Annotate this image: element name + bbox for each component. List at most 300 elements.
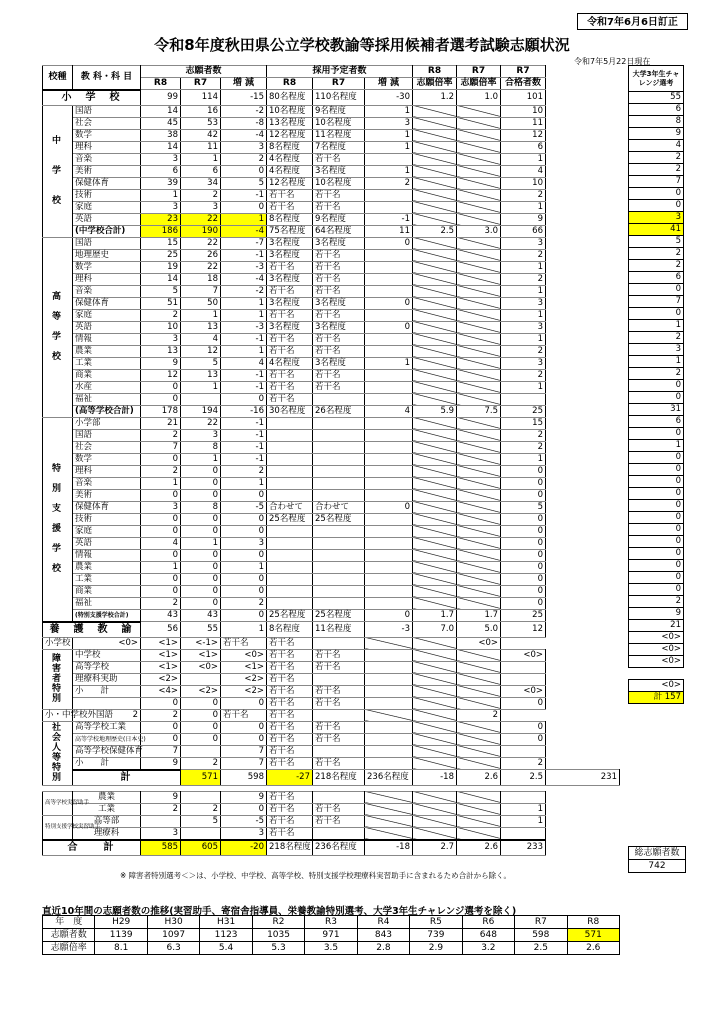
ratio-r8 (413, 549, 457, 561)
planned-r8: 若干名 (267, 285, 313, 297)
planned-r7: 26名程度 (313, 405, 365, 417)
ratio-r7 (457, 453, 501, 465)
planned-diff (365, 285, 413, 297)
applicants-diff: -2 (221, 105, 267, 117)
table-row (43, 249, 620, 261)
row-subject: 理科 (73, 141, 141, 153)
pass-count: 1 (501, 381, 546, 393)
ratio-r7 (457, 673, 501, 685)
row-subject: 農業 (73, 561, 141, 573)
trend-years-cell: R7 (515, 916, 567, 929)
applicants-r7: 0 (181, 733, 221, 745)
planned-diff: 0 (365, 609, 413, 622)
planned-diff (365, 273, 413, 285)
applicants-diff: -15 (221, 90, 267, 106)
ratio-r8 (413, 261, 457, 273)
applicants-r7: 0 (181, 561, 221, 573)
challenge-cell: 0 (629, 572, 684, 584)
applicants-r7: <2> (181, 685, 221, 697)
pass-count: <0> (457, 637, 501, 649)
applicants-r7: 194 (181, 405, 221, 417)
ratio-r8 (413, 321, 457, 333)
planned-r7: 若干名 (313, 733, 365, 745)
planned-diff (365, 345, 413, 357)
planned-r8: 若干名 (221, 709, 267, 721)
applicants-diff: 1 (221, 309, 267, 321)
planned-diff (365, 465, 413, 477)
ratio-r8 (413, 661, 457, 673)
planned-r8: 4名程度 (267, 357, 313, 369)
applicants-r8: 21 (141, 417, 181, 429)
table-row (43, 549, 620, 561)
pass-count: 1 (501, 453, 546, 465)
challenge-cell: 41 (629, 224, 684, 236)
pass-count: 10 (501, 105, 546, 117)
pass-count: 0 (501, 573, 546, 585)
ratio-r7 (457, 685, 501, 697)
row-subject: 美術 (73, 489, 141, 501)
planned-r8: 8名程度 (267, 141, 313, 153)
applicants-diff: 3 (221, 827, 267, 840)
ratio-r7: 3.0 (457, 225, 501, 237)
planned-diff (365, 721, 413, 733)
table-row (43, 381, 620, 393)
applicants-diff: 1 (221, 345, 267, 357)
planned-r7 (313, 417, 365, 429)
challenge-cell: 0 (629, 476, 684, 488)
challenge-cell: 2 (629, 164, 684, 176)
planned-r8: 3名程度 (267, 297, 313, 309)
planned-diff (365, 745, 413, 757)
applicants-r8: 3 (141, 153, 181, 165)
challenge-cell: 1 (629, 356, 684, 368)
applicants-r8: 1 (141, 477, 181, 489)
applicants-r7 (181, 791, 221, 803)
table-row (43, 213, 620, 225)
trend-applicants-cell: 571 (567, 929, 619, 942)
planned-diff: 1 (365, 105, 413, 117)
planned-r7: 3名程度 (313, 297, 365, 309)
planned-r7: 若干名 (313, 757, 365, 770)
support-row (43, 815, 620, 827)
support-row (43, 827, 620, 840)
table-row (43, 153, 620, 165)
planned-r8: 若干名 (267, 381, 313, 393)
applicants-diff: 0 (181, 709, 221, 721)
table-row (43, 429, 620, 441)
applicants-r8: 571 (181, 770, 221, 786)
planned-diff (365, 417, 413, 429)
planned-diff (365, 381, 413, 393)
ratio-r7 (457, 213, 501, 225)
pass-count: <0> (501, 685, 546, 697)
challenge-cell (629, 764, 684, 776)
row-subject: 数学 (73, 261, 141, 273)
planned-diff: 0 (365, 501, 413, 513)
col-r7-pass-top: R7 (501, 66, 546, 78)
ratio-r8 (413, 733, 457, 745)
applicants-diff: -27 (267, 770, 313, 786)
applicants-diff: 0 (221, 609, 267, 622)
table-row (43, 525, 620, 537)
ratio-r7 (457, 525, 501, 537)
challenge-cell: <0> (629, 656, 684, 668)
planned-diff (365, 477, 413, 489)
row-subject: 技術 (73, 513, 141, 525)
challenge-cell: 1 (629, 440, 684, 452)
planned-r7 (313, 537, 365, 549)
pass-count: 0 (501, 465, 546, 477)
applicants-diff: -1 (221, 381, 267, 393)
row-subject: 理科 (73, 273, 141, 285)
applicants-r8: 9 (141, 791, 181, 803)
planned-r7: 若干名 (313, 649, 365, 661)
pass-count: 10 (501, 177, 546, 189)
row-subject: 国語 (73, 429, 141, 441)
planned-r8: 13名程度 (267, 117, 313, 129)
applicants-r8: 14 (141, 141, 181, 153)
applicants-diff: -3 (221, 261, 267, 273)
applicants-r8: <4> (141, 685, 181, 697)
planned-diff (313, 709, 365, 721)
pass-count: 12 (501, 622, 546, 638)
challenge-cell: 計 157 (629, 692, 684, 704)
pass-count: 0 (501, 721, 546, 733)
planned-r7 (313, 525, 365, 537)
applicants-r8: 0 (141, 733, 181, 745)
trend-ratios-cell: 3.5 (305, 942, 357, 955)
planned-r7 (313, 585, 365, 597)
row-subject: 保健体育 (73, 501, 141, 513)
applicants-r7: 0 (181, 585, 221, 597)
table-row (43, 609, 620, 622)
planned-r8: 12名程度 (267, 129, 313, 141)
challenge-cell: 2 (629, 152, 684, 164)
ratio-r8 (413, 791, 457, 803)
as-of-date: 令和7年5月22日現在 (574, 57, 651, 66)
planned-r7: 若干名 (313, 261, 365, 273)
applicants-r7: 22 (181, 417, 221, 429)
challenge-cell (629, 728, 684, 740)
ratio-r7 (457, 369, 501, 381)
applicants-r7: 1 (181, 453, 221, 465)
applicants-diff: 0 (221, 803, 267, 815)
support-category: 特別支援学校実習助手 (43, 815, 73, 840)
ratio-r8: 7.0 (413, 622, 457, 638)
applicants-r7: 0 (181, 525, 221, 537)
row-subject: 美術 (73, 165, 141, 177)
ratio-r7 (413, 637, 457, 649)
pass-count: 2 (501, 189, 546, 201)
row-subject: 商業 (73, 369, 141, 381)
row-subject: 英語 (73, 537, 141, 549)
grand-total-r8: 585 (141, 840, 181, 856)
trend-ratios-cell: 2.8 (357, 942, 409, 955)
applicants-r7 (181, 745, 221, 757)
pass-count (501, 791, 546, 803)
applicants-r8: 10 (141, 321, 181, 333)
applicants-r8: 39 (141, 177, 181, 189)
planned-diff (365, 757, 413, 770)
planned-r8: 若干名 (267, 721, 313, 733)
applicants-r8: 186 (141, 225, 181, 237)
table-row (43, 757, 620, 770)
pass-count: 1 (501, 285, 546, 297)
applicants-diff: 0 (221, 201, 267, 213)
applicants-diff: -5 (221, 815, 267, 827)
challenge-cell: 8 (629, 116, 684, 128)
planned-diff: -30 (365, 90, 413, 106)
applicants-r7: 3 (181, 201, 221, 213)
applicants-r8: 5 (141, 285, 181, 297)
footnote: ※ 障害者特別選考＜＞は、小学校、中学校、高等学校、特別支援学校理療科実習助手に含まれるため合計から除く。 (120, 871, 512, 880)
applicants-diff: 5 (221, 177, 267, 189)
applicants-r8: 0 (141, 393, 181, 405)
trend-applicants-cell: 843 (357, 929, 409, 942)
planned-diff (365, 573, 413, 585)
challenge-cell: 7 (629, 296, 684, 308)
challenge-cell: 0 (629, 512, 684, 524)
planned-r7 (313, 597, 365, 609)
ratio-r8 (413, 129, 457, 141)
trend-ratios (43, 942, 620, 955)
ratio-r7 (457, 261, 501, 273)
ratio-r7 (457, 537, 501, 549)
applicants-r8: 23 (141, 213, 181, 225)
planned-r8: 若干名 (267, 827, 313, 840)
pass-count: 4 (501, 165, 546, 177)
challenge-cell: 2 (629, 332, 684, 344)
ratio-r7 (457, 585, 501, 597)
row-subject: 小 計 (73, 757, 141, 770)
ratio-r7: 2.5 (501, 770, 546, 786)
applicants-r8: 0 (141, 573, 181, 585)
table-row (43, 129, 620, 141)
applicants-diff: 4 (221, 357, 267, 369)
challenge-cell: <0> (629, 632, 684, 644)
challenge-cell: 0 (629, 308, 684, 320)
planned-r8 (267, 549, 313, 561)
pass-count: 6 (501, 141, 546, 153)
ratio-r8 (413, 453, 457, 465)
applicants-r8: 7 (141, 745, 181, 757)
ratio-r7 (457, 513, 501, 525)
applicants-r7: 22 (181, 213, 221, 225)
planned-diff (365, 369, 413, 381)
planned-r7 (313, 429, 365, 441)
ratio-r7 (457, 597, 501, 609)
ratio-r7 (457, 429, 501, 441)
planned-diff (313, 637, 365, 649)
challenge-cell: 7 (629, 176, 684, 188)
ratio-r7 (457, 381, 501, 393)
applicants-r8: <1> (141, 661, 181, 673)
ratio-r7 (457, 249, 501, 261)
row-subject: 中学校 (73, 649, 141, 661)
ratio-r8 (413, 673, 457, 685)
planned-diff (365, 489, 413, 501)
table-row (43, 661, 620, 673)
trend-title: 直近10年間の志願者数の推移(実習助手、寄宿舎指導員、栄養教諭特別選考、大学3年生チャレンジ選考を除く) (42, 906, 517, 917)
applicants-r8: 9 (141, 357, 181, 369)
ratio-r7: 5.0 (457, 622, 501, 638)
challenge-cell: 0 (629, 560, 684, 572)
support-row (43, 791, 620, 803)
ratio-r7 (457, 477, 501, 489)
table-row (43, 721, 620, 733)
applicants-r7: 1 (181, 537, 221, 549)
table-row (43, 333, 620, 345)
planned-r8: 若干名 (267, 697, 313, 709)
planned-r8: 10名程度 (267, 105, 313, 117)
planned-r8: 4名程度 (267, 165, 313, 177)
col-plan-r8: R8 (267, 78, 313, 90)
applicants-diff: <-1> (181, 637, 221, 649)
challenge-cell: 5 (629, 236, 684, 248)
ratio-r8: 5.9 (413, 405, 457, 417)
ratio-r8 (413, 697, 457, 709)
ratio-r8 (413, 393, 457, 405)
planned-r8 (267, 597, 313, 609)
planned-diff: 0 (365, 321, 413, 333)
challenge-column (628, 65, 684, 776)
pass-count: 231 (546, 770, 620, 786)
applicants-r7: 43 (181, 609, 221, 622)
applicants-diff: 2 (221, 465, 267, 477)
applicants-r8: 3 (141, 827, 181, 840)
planned-r8 (267, 585, 313, 597)
applicants-r8: 0 (141, 549, 181, 561)
row-subject: 情報 (73, 549, 141, 561)
challenge-cell (629, 668, 684, 680)
challenge-cell: 0 (629, 284, 684, 296)
ratio-r8 (413, 649, 457, 661)
planned-r8: 若干名 (221, 637, 267, 649)
ratio-r8 (413, 105, 457, 117)
ratio-r7 (457, 333, 501, 345)
applicants-diff: 0 (221, 489, 267, 501)
table-row (43, 189, 620, 201)
row-subject: 英語 (73, 213, 141, 225)
ratio-r7 (457, 177, 501, 189)
trend-years-cell: R5 (410, 916, 462, 929)
table-row (43, 201, 620, 213)
col-pass: 合格者数 (501, 78, 546, 90)
trend-ratios-cell: 2.6 (567, 942, 619, 955)
ratio-r7 (457, 165, 501, 177)
trend-years-cell: H30 (147, 916, 199, 929)
ratio-r7 (457, 309, 501, 321)
table-row (43, 537, 620, 549)
row-subject: 国語 (73, 237, 141, 249)
pass-count: 0 (501, 697, 546, 709)
ratio-r8 (413, 573, 457, 585)
applicants-diff: -1 (221, 417, 267, 429)
ratio-r8 (413, 827, 457, 840)
row-subject: 家庭 (73, 309, 141, 321)
planned-diff (365, 685, 413, 697)
grand-total-d: -20 (221, 840, 267, 856)
applicants-diff: -16 (221, 405, 267, 417)
table-row (43, 477, 620, 489)
trend-ratios-cell: 2.9 (410, 942, 462, 955)
planned-r7: 64名程度 (313, 225, 365, 237)
planned-r7: 若干名 (313, 333, 365, 345)
row-subject: (中学校合計) (73, 225, 141, 237)
applicants-diff: 2 (221, 153, 267, 165)
table-row (43, 321, 620, 333)
row-subject: 社会 (73, 117, 141, 129)
applicants-r7: 3 (181, 429, 221, 441)
ratio-r8 (413, 513, 457, 525)
planned-r7: 11名程度 (313, 622, 365, 638)
table-row (43, 453, 620, 465)
pass-count: 66 (501, 225, 546, 237)
grand-total-row (43, 840, 620, 856)
row-subject: 高等学校工業 (73, 721, 141, 733)
trend-applicants-cell: 1035 (252, 929, 304, 942)
row-subject: 地理歴史 (73, 249, 141, 261)
ratio-r7 (457, 297, 501, 309)
planned-diff (365, 333, 413, 345)
applicants-diff: 0 (221, 585, 267, 597)
col-app-r8: R8 (141, 78, 181, 90)
pass-count: 0 (501, 525, 546, 537)
applicants-r8: 0 (141, 697, 181, 709)
ratio-r8 (413, 489, 457, 501)
applicants-r8: 0 (141, 721, 181, 733)
ratio-r7 (457, 105, 501, 117)
challenge-cell: 0 (629, 548, 684, 560)
planned-r8: 若干名 (267, 333, 313, 345)
planned-r7 (313, 827, 365, 840)
row-subject: (高等学校合計) (73, 405, 141, 417)
trend-applicants-cell: 598 (515, 929, 567, 942)
ratio-r7 (457, 745, 501, 757)
planned-diff (365, 585, 413, 597)
planned-r8: 75名程度 (267, 225, 313, 237)
applicants-diff: 2 (221, 597, 267, 609)
planned-diff: 0 (365, 297, 413, 309)
table-row (43, 141, 620, 153)
ratio-r7 (457, 441, 501, 453)
page-title: 令和8年度秋田県公立学校教諭等採用候補者選考試験志願状況 (154, 36, 570, 54)
planned-r8 (267, 573, 313, 585)
applicants-r8: 15 (141, 237, 181, 249)
pass-count: 0 (501, 477, 546, 489)
applicants-r7: 0 (181, 489, 221, 501)
planned-r7: 若干名 (313, 249, 365, 261)
col-applicants: 志願者数 (141, 66, 267, 78)
applicants-diff: -1 (221, 453, 267, 465)
trend-applicants-cell: 1139 (95, 929, 147, 942)
support-subject: 工業 (73, 803, 141, 815)
applicants-r8: 178 (141, 405, 181, 417)
applicants-diff: <1> (221, 661, 267, 673)
pass-count: 2 (501, 429, 546, 441)
challenge-cell: 0 (629, 536, 684, 548)
planned-r7: 若干名 (313, 369, 365, 381)
applicants-r8: 0 (141, 453, 181, 465)
group-label: 特 別 支 援 学 校 (43, 417, 73, 622)
planned-r7: 合わせて (313, 501, 365, 513)
row-subject: 工業 (73, 357, 141, 369)
applicants-r7: 1 (181, 309, 221, 321)
pass-count: 1 (501, 803, 546, 815)
applicant-table (42, 65, 620, 856)
challenge-cell: 9 (629, 128, 684, 140)
table-row (43, 733, 620, 745)
